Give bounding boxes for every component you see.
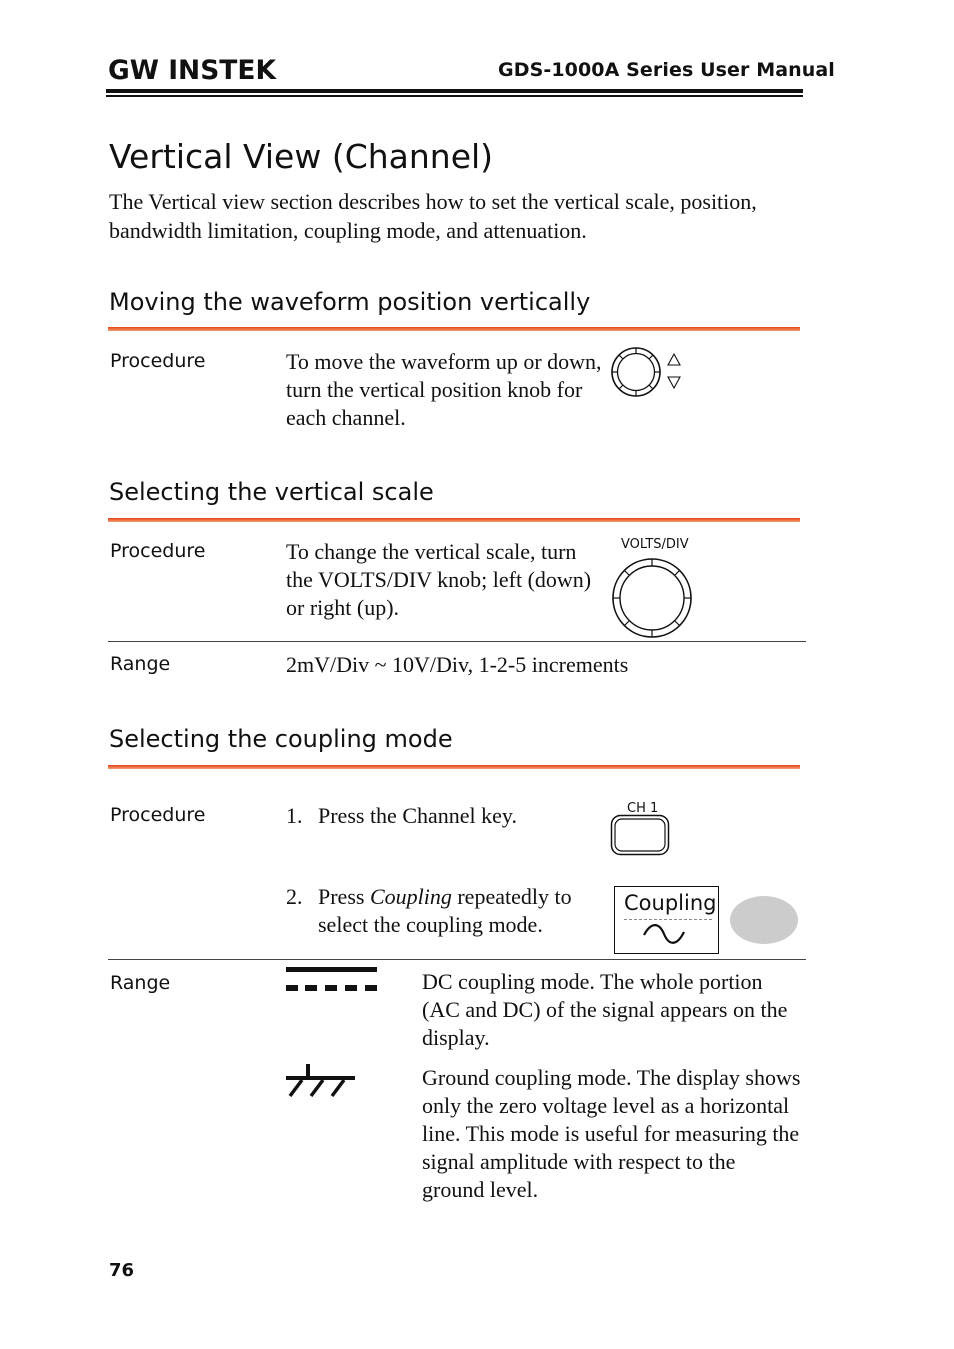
procedure-label: Procedure: [110, 804, 206, 826]
gw-instek-logo: [108, 54, 280, 84]
dc-mode-text: DC coupling mode. The whole portion (AC and DC) of the signal appears on the display.: [422, 969, 788, 1050]
step-number: 1.: [286, 803, 303, 828]
ch1-key-label: CH 1: [627, 801, 659, 816]
vertical-position-knob-icon: [608, 344, 688, 402]
procedure-text: To move the waveform up or down, turn the vertical position knob for each channel.: [286, 349, 602, 430]
ground-mode-text: Ground coupling mode. The display shows only the zero voltage level as a horizontal line. This mode is useful for measuring the signal amplitude with respect to the ground level.: [422, 1065, 801, 1202]
page-title: Vertical View (Channel): [109, 137, 494, 176]
ac-wave-icon: [641, 923, 687, 945]
step-number: 2.: [286, 884, 303, 909]
logo-text: GW INSTEK: [108, 55, 278, 84]
section-rule: [108, 765, 800, 769]
manual-title: GDS-1000A Series User Manual: [498, 59, 835, 81]
step-text: Press the Channel key.: [318, 803, 517, 828]
step-text-post: repeatedly to select the coupling mode.: [318, 884, 572, 937]
procedure-label: Procedure: [110, 350, 206, 372]
ch1-key-icon: [610, 814, 672, 858]
coupling-softkey-panel: [614, 886, 719, 954]
header-rule-thin: [106, 95, 803, 97]
row-divider: [108, 959, 806, 960]
volts-div-knob-icon: [610, 556, 696, 640]
volts-div-label: VOLTS/DIV: [621, 537, 689, 552]
page-number: 76: [109, 1260, 135, 1281]
coupling-term: Coupling: [369, 884, 452, 909]
range-text: 2mV/Div ~ 10V/Div, 1-2-5 increments: [286, 652, 629, 677]
header-rule: [106, 89, 803, 93]
softkey-divider: [624, 919, 712, 920]
section-rule: [108, 327, 800, 331]
step-2: [286, 883, 608, 939]
section-rule: [108, 518, 800, 522]
section-title-coupling: Selecting the coupling mode: [109, 725, 453, 753]
intro-paragraph: The Vertical view section describes how to set the vertical scale, position, bandwidth limitation, coupling mode, and attenuation.: [109, 189, 757, 243]
step-text-pre: Press: [318, 884, 370, 909]
ground-coupling-icon: [285, 1062, 357, 1098]
coupling-softkey-label: Coupling: [624, 891, 717, 915]
range-label: Range: [110, 653, 171, 675]
softkey-button[interactable]: [730, 896, 798, 944]
section-title-position: Moving the waveform position vertically: [109, 288, 591, 316]
procedure-label: Procedure: [110, 540, 206, 562]
step-1: [286, 802, 596, 830]
dc-coupling-icon: [286, 966, 378, 994]
row-divider: [108, 641, 806, 642]
range-label: Range: [110, 972, 171, 994]
section-title-scale: Selecting the vertical scale: [109, 478, 434, 506]
procedure-text: To change the vertical scale, turn the VOLTS/DIV knob; left (down) or right (up).: [286, 539, 592, 620]
